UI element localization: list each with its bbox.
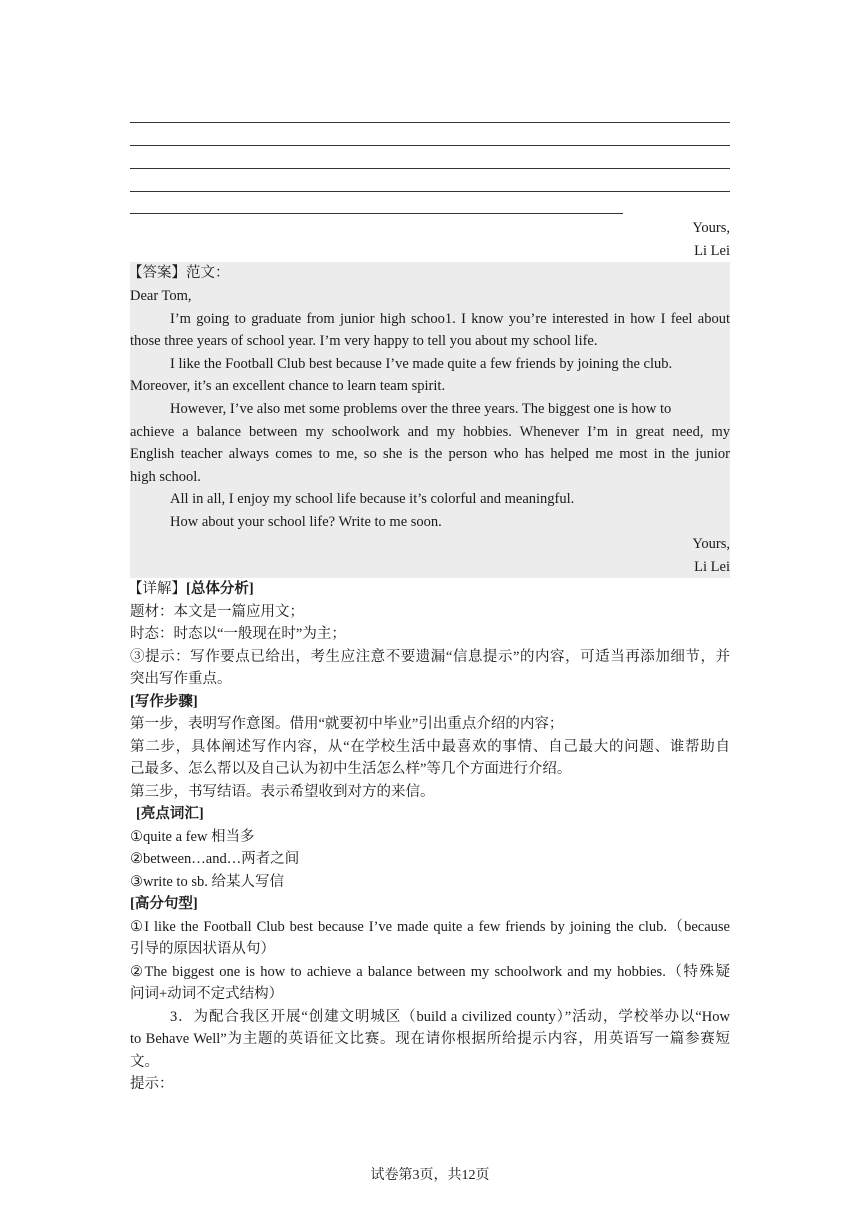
vocab-item: ②between…and…两者之间 (130, 851, 300, 867)
overall-analysis-heading: [总体分析] (186, 581, 254, 597)
letter-greeting: Dear Tom, (130, 288, 192, 304)
answer-signature: Li Lei (694, 559, 730, 575)
detail-topic: 题材：本文是一篇应用文； (130, 604, 304, 620)
answer-paragraph-line: How about your school life? Write to me soon. (170, 514, 442, 530)
writing-step: 第一步，表明写作意图。借用“就要初中毕业”引出重点介绍的内容； (130, 716, 564, 732)
writing-line (130, 168, 730, 169)
answer-paragraph-line: achieve a balance between my schoolwork and my hobbies. Whenever I’m in great need, my (130, 424, 730, 440)
answer-paragraph-line: All in all, I enjoy my school life because it’s colorful and meaningful. (170, 491, 575, 507)
vocab-item: ①quite a few 相当多 (130, 829, 255, 845)
question-3-line: 3．为配合我区开展“创建文明城区（build a civilized county）”活动，学校举办以“How (170, 1009, 730, 1025)
question-3-hint-label: 提示： (130, 1076, 174, 1092)
question-3-line: 文。 (130, 1054, 159, 1070)
writing-line (130, 145, 730, 146)
writing-step: 第三步，书写结语。表示希望收到对方的来信。 (130, 784, 435, 800)
vocab-item: ③write to sb. 给某人写信 (130, 874, 284, 890)
sentence-item: ①I like the Football Club best because I’ve made quite a few friends by joining the club.（because (130, 919, 730, 935)
detail-label: 【详解】 (128, 581, 186, 597)
detail-tip-line: 突出写作重点。 (130, 671, 232, 687)
sentence-item: ②The biggest one is how to achieve a balance between my schoolwork and my hobbies.（特殊疑 (130, 964, 730, 980)
answer-paragraph-line: high school. (130, 469, 201, 485)
sentence-item: 问词+动词不定式结构） (130, 986, 284, 1002)
writing-line (130, 213, 623, 214)
writing-line (130, 191, 730, 192)
answer-label: 【答案】范文： (128, 265, 230, 281)
page-footer: 试卷第3页，共12页 (370, 1168, 490, 1183)
answer-paragraph-line: English teacher always comes to me, so she is the person who has helped me most in the junior (130, 446, 730, 462)
answer-closing: Yours, (692, 536, 730, 552)
writing-steps-heading: [写作步骤] (130, 694, 198, 710)
sentence-heading: [高分句型] (130, 896, 198, 912)
letter-closing: Yours, (692, 220, 730, 236)
detail-tip-line: ③提示：写作要点已给出，考生应注意不要遗漏“信息提示”的内容，可适当再添加细节，并 (130, 649, 730, 665)
question-3-line: to Behave Well”为主题的英语征文比赛。现在请你根据所给提示内容，用英语写一篇参赛短 (130, 1031, 730, 1047)
vocab-heading: [亮点词汇] (136, 806, 204, 822)
letter-signature: Li Lei (694, 243, 730, 259)
writing-step: 第二步，具体阐述写作内容，从“在学校生活中最喜欢的事情、自己最大的问题、谁帮助自 (130, 739, 730, 755)
answer-paragraph-line: I’m going to graduate from junior high schoo1. I know you’re interested in how I feel about (170, 311, 730, 327)
writing-step: 己最多、怎么帮以及自己认为初中生活怎么样”等几个方面进行介绍。 (130, 761, 572, 777)
detail-tense: 时态：时态以“一般现在时”为主； (130, 626, 346, 642)
detail-heading (128, 578, 728, 600)
answer-paragraph-line: those three years of school year. I’m very happy to tell you about my school life. (130, 333, 598, 349)
answer-paragraph-line: However, I’ve also met some problems over the three years. The biggest one is how to (170, 401, 672, 417)
answer-paragraph-line: I like the Football Club best because I’ve made quite a few friends by joining the club. (170, 356, 673, 372)
writing-line (130, 122, 730, 123)
sentence-item: 引导的原因状语从句） (130, 941, 275, 957)
answer-paragraph-line: Moreover, it’s an excellent chance to learn team spirit. (130, 378, 446, 394)
